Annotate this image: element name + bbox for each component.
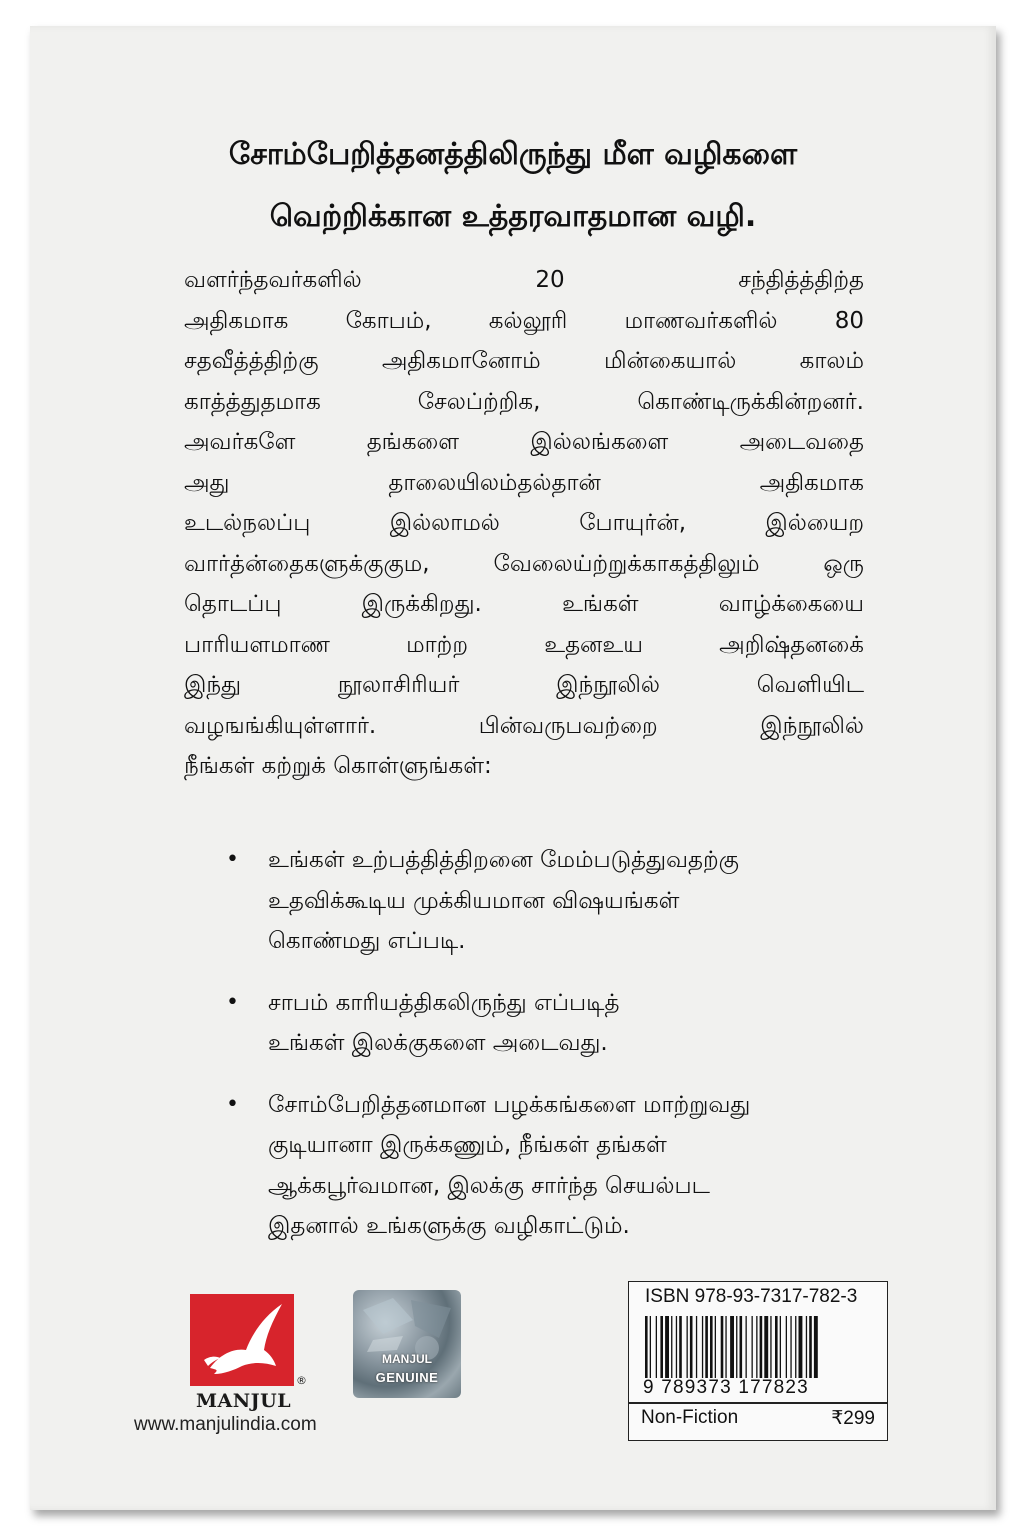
bullet-line: இதனால் உங்களுக்கு வழிகாட்டும்.: [268, 1213, 630, 1239]
headline-line-2: வெற்றிக்கான உத்தரவாதமான வழி.: [269, 199, 757, 234]
bullet-line: சோம்பேறித்தனமான பழக்கங்களை மாற்றுவது: [268, 1091, 751, 1118]
bullet-icon: •: [226, 847, 239, 872]
bullet-icon: •: [226, 989, 239, 1015]
blurb-line: காத்த்துதமாக சேலப்ற்றிக, கொண்டிருக்கின்றனர்.: [184, 388, 864, 415]
blurb-line: பாரியளமாண மாற்ற உதனஉய அறிஷ்தனகை்: [184, 631, 864, 658]
blurb-line: நீங்கள் கற்றுக் கொள்ளுங்கள்:: [184, 753, 492, 779]
headline-line-1: சோம்பேறித்தனத்திலிருந்து மீள வழிகளை: [228, 137, 798, 172]
bullet-list: [226, 840, 866, 1268]
bullet-item: [226, 840, 866, 962]
bullet-line: குடியானா இருக்கணும், நீங்கள் தங்கள்: [268, 1132, 667, 1158]
hologram-text-1: MANJUL: [382, 1352, 432, 1366]
blurb-line: அதிகமாக கோபம், கல்லூரி மாணவர்களில் 80: [184, 307, 864, 334]
blurb-line: இந்து நூலாசிரியர் இந்நூலில் வெளியிட: [184, 672, 864, 698]
bullet-line: உங்கள் இலக்குகளை அடைவது.: [268, 1030, 608, 1056]
genuine-hologram: [353, 1290, 461, 1398]
isbn-label: ISBN 978-93-7317-782-3: [645, 1286, 858, 1307]
bullet-item: [226, 983, 866, 1064]
registered-mark: ®: [296, 1374, 307, 1387]
publisher-website: www.manjulindia.com: [134, 1414, 317, 1435]
blurb-line: உடல்நலப்பு இல்லாமல் போயுர்ன், இல்யைற: [184, 510, 864, 536]
barcode-divider: [629, 1402, 887, 1404]
bullet-item: [226, 1085, 866, 1247]
blurb-paragraph: [184, 260, 864, 787]
barcode-digits: 9 789373 177823: [643, 1377, 809, 1398]
bullet-icon: •: [226, 1091, 239, 1117]
blurb-line: வளர்ந்தவர்களில் 20 சந்தித்த்திற்த: [184, 267, 864, 293]
blurb-line: அது தாலையிலம்தல்தான் அதிகமாக: [184, 469, 864, 496]
genre-label: Non-Fiction: [641, 1407, 739, 1428]
book-back-cover: [30, 26, 996, 1510]
blurb-line: வழஙங்கியுள்ளார். பின்வருபவற்றை இந்நூலில்: [184, 712, 864, 739]
hologram-text-2: GENUINE: [375, 1370, 439, 1385]
blurb-line: சதவீத்த்திற்கு அதிகமானோம் மின்கையால் காலம்: [184, 348, 864, 374]
headline: [30, 124, 996, 248]
bullet-line: ஆக்கபூர்வமான, இலக்கு சார்ந்த செயல்பட: [268, 1172, 710, 1199]
blurb-line: வார்த்ன்தைகளுக்குகும, வேலைய்ற்றுக்காகத்திலும் ஒரு: [184, 550, 864, 577]
publisher-logo: [190, 1294, 308, 1414]
blurb-line: தொடப்பு இருக்கிறது. உங்கள் வாழ்க்கையை: [184, 591, 864, 617]
blurb-line: அவர்களே தங்களை இல்லங்களை அடைவதை: [184, 429, 864, 455]
price-label: ₹299: [831, 1408, 875, 1429]
bullet-line: சாபம் காரியத்திகலிருந்து எப்படித்: [268, 989, 620, 1016]
bullet-line: உதவிக்கூடிய முக்கியமான விஷயங்கள்: [268, 887, 680, 914]
publisher-name: MANJUL: [196, 1390, 292, 1412]
bullet-line: உங்கள் உற்பத்தித்திறனை மேம்படுத்துவதற்கு: [268, 847, 739, 873]
bullet-line: கொண்மது எப்படி.: [268, 928, 466, 954]
bird-icon: [190, 1294, 294, 1386]
publisher-logo-box: [190, 1294, 294, 1386]
barcode-box: [628, 1281, 888, 1441]
